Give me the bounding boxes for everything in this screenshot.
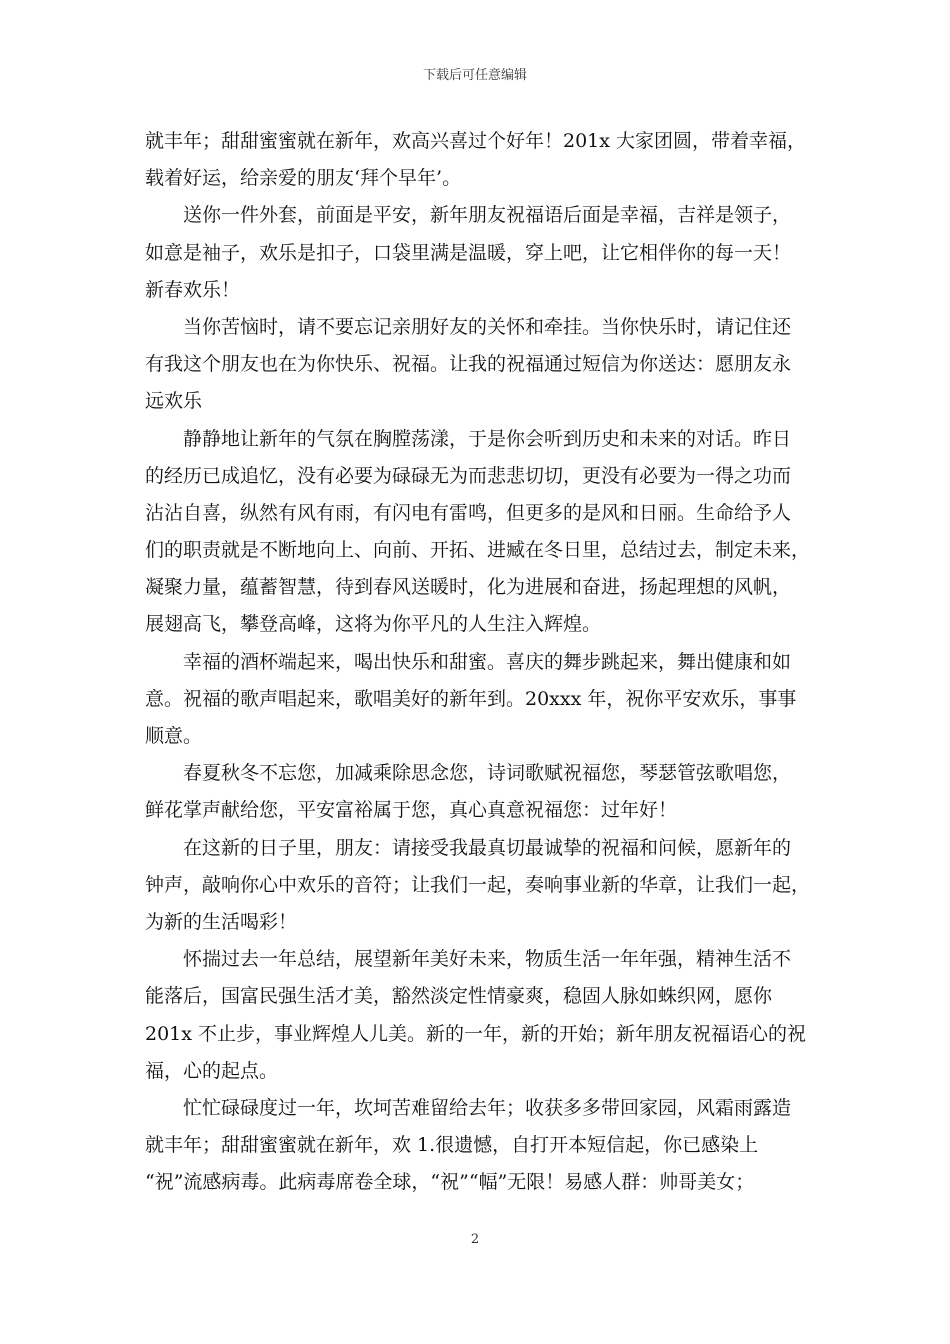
text-line: 鲜花掌声献给您，平安富裕属于您，真心真意祝福您：过年好！ [145, 799, 678, 822]
text-line: 钟声，敲响你心中欢乐的音符；让我们一起，奏响事业新的华章，让我们一起， [145, 873, 811, 896]
text-line: 顺意。 [145, 725, 203, 747]
text-line: 意。祝福的歌声唱起来，歌唱美好的新年到。20xxx 年，祝你平安欢乐，事事 [145, 687, 797, 710]
text-line: 沾沾自喜，纵然有风有雨，有闪电有雷鸣，但更多的是风和日丽。生命给予人 [145, 501, 792, 524]
document-body [145, 123, 810, 1201]
paragraph-first-line: 送你一件外套，前面是平安，新年朋友祝福语后面是幸福，吉祥是领子， [183, 204, 792, 227]
paragraph-first-line: 怀揣过去一年总结，展望新年美好未来，物质生活一年年强，精神生活不 [183, 948, 792, 971]
text-line: 载着好运，给亲爱的朋友‘拜个早年’。 [145, 167, 462, 190]
text-line: 展翅高飞，攀登高峰，这将为你平凡的人生注入辉煌。 [145, 613, 602, 636]
text-line: 们的职责就是不断地向上、向前、开拓、进臧在冬日里，总结过去，制定未来， [145, 539, 811, 562]
paragraph-first-line: 春夏秋冬不忘您，加减乘除思念您，诗词歌赋祝福您，琴瑟管弦歌唱您， [183, 762, 792, 785]
text-line: 就丰年；甜甜蜜蜜就在新年，欢高兴喜过个好年！201x 大家团圆，带着幸福， [145, 130, 807, 152]
text-line: 为新的生活喝彩！ [145, 910, 298, 933]
paragraph-first-line: 幸福的酒杯端起来，喝出快乐和甜蜜。喜庆的舞步跳起来，舞出健康和如 [183, 650, 792, 673]
paragraph-first-line: 静静地让新年的气氛在胸膛荡漾，于是你会听到历史和未来的对话。昨日 [183, 427, 792, 450]
text-line: 远欢乐 [145, 390, 203, 413]
text-line: 凝聚力量，蕴蓄智慧，待到春风送暖时，化为进展和奋进，扬起理想的风帆， [145, 576, 792, 599]
text-line: 能落后，国富民强生活才美，豁然淡定性情豪爽，稳固人脉如蛛织网，愿你 [145, 985, 773, 1008]
text-line: 的经历已成追忆，没有必要为碌碌无为而悲悲切切，更没有必要为一得之功而 [145, 464, 792, 487]
text-line: 福，心的起点。 [145, 1059, 279, 1082]
text-line: 就丰年；甜甜蜜蜜就在新年，欢 1.很遗憾，自打开本短信起，你已感染上 [145, 1134, 759, 1157]
text-line: 如意是袖子，欢乐是扣子，口袋里满是温暖，穿上吧，让它相伴你的每一天！ [145, 241, 792, 264]
page-number: 2 [470, 1232, 480, 1247]
text-line: 有我这个朋友也在为你快乐、祝福。让我的祝福通过短信为你送达：愿朋友永 [145, 353, 792, 376]
page-header: 下载后可任意编辑 [422, 68, 527, 83]
text-line: 201x 不止步，事业辉煌人儿美。新的一年，新的开始；新年朋友祝福语心的祝 [145, 1022, 807, 1045]
text-line: “祝”流感病毒。此病毒席卷全球，“祝”“幅”无限！易感人群：帅哥美女； [145, 1171, 755, 1194]
text-line: 新春欢乐！ [145, 278, 241, 301]
paragraph-first-line: 在这新的日子里，朋友：请接受我最真切最诚挚的祝福和问候，愿新年的 [183, 836, 792, 859]
paragraph-first-line: 忙忙碌碌度过一年，坎坷苦难留给去年；收获多多带回家园，风霜雨露造 [183, 1096, 792, 1119]
paragraph-first-line: 当你苦恼时，请不要忘记亲朋好友的关怀和牵挂。当你快乐时，请记住还 [183, 315, 792, 338]
